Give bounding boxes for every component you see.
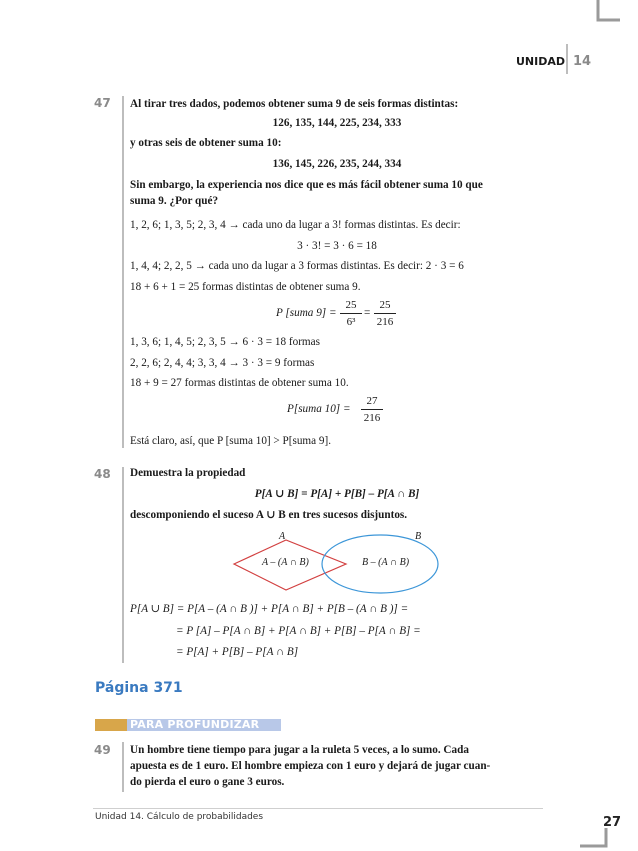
footer-rule: [93, 808, 543, 809]
page-heading: Página 371: [95, 680, 183, 696]
unit-label: UNIDAD: [516, 55, 566, 68]
p10-frac-bar: [361, 409, 383, 410]
problem-number-48: 48: [94, 467, 111, 481]
footer-left: Unidad 14. Cálculo de probabilidades: [95, 812, 264, 822]
p47-a3: 1, 4, 4; 2, 2, 5 → cada uno da lugar a 3 formas distintas. Es decir: 2 · 3 = 6: [130, 260, 464, 272]
p47-q1: Al tirar tres dados, podemos obtener suma 9 de seis formas distintas:: [130, 98, 459, 110]
p49-q3: do pierda el euro o gane 3 euros.: [130, 776, 285, 788]
unit-number: 14: [573, 54, 592, 69]
p47-a1: 1, 2, 6; 1, 3, 5; 2, 3, 4 → cada uno da lugar a 3! formas distintas. Es decir:: [130, 219, 461, 231]
p47-a2: 3 · 3! = 3 · 6 = 18: [297, 240, 377, 252]
venn-region-a: A – (A ∩ B): [262, 557, 309, 568]
p9-frac2-bar: [374, 313, 396, 314]
problem-48-rule: [122, 467, 124, 663]
p49-q2: apuesta es de 1 euro. El hombre empieza con 1 euro y dejará de jugar cuan-: [130, 760, 491, 772]
venn-region-b: B – (A ∩ B): [362, 557, 410, 568]
p47-q3: y otras seis de obtener suma 10:: [130, 137, 282, 149]
venn-label-a: A: [279, 531, 286, 542]
p49-q1: Un hombre tiene tiempo para jugar a la ruleta 5 veces, a lo sumo. Cada: [130, 744, 469, 756]
p47-a5: 1, 3, 6; 1, 4, 5; 2, 3, 5 → 6 · 3 = 18 formas: [130, 336, 320, 348]
p9-num2: 25: [379, 299, 391, 311]
p48-l3: = P[A] + P[B] – P[A ∩ B]: [176, 646, 299, 658]
p9-lhs: P [suma 9] =: [276, 307, 337, 319]
p48-q3: descomponiendo el suceso A ∪ B en tres sucesos disjuntos.: [130, 509, 408, 521]
problem-47-rule: [122, 96, 124, 448]
p9-frac1-bar: [340, 313, 362, 314]
p10-frac: [361, 395, 383, 424]
venn-label-b: B: [415, 531, 422, 542]
problem-number-47: 47: [94, 96, 111, 110]
corner-bracket-bottom: [560, 818, 638, 851]
p48-q2: P[A ∪ B] = P[A] + P[B] – P[A ∩ B]: [254, 488, 420, 500]
p10-lhs: P[suma 10] =: [287, 403, 351, 415]
section-band-label: PARA PROFUNDIZAR: [130, 718, 260, 731]
p9-den2: 216: [376, 316, 394, 328]
problem-number-49: 49: [94, 743, 111, 757]
p47-a4: 18 + 6 + 1 = 25 formas distintas de obtener suma 9.: [130, 281, 361, 293]
p10-num: 27: [366, 395, 378, 407]
footer-page-number: 27: [603, 815, 622, 830]
p9-frac1: [340, 299, 362, 328]
p47-q6: suma 9. ¿Por qué?: [130, 195, 219, 207]
header-divider: [566, 44, 568, 74]
p9-frac2: [374, 299, 396, 328]
section-band-accent: [95, 719, 127, 731]
corner-bracket-top: [590, 0, 638, 40]
p47-q2: 126, 135, 144, 225, 234, 333: [272, 117, 402, 129]
p9-eq: =: [364, 307, 371, 319]
p47-a6: 2, 2, 6; 2, 4, 4; 3, 3, 4 → 3 · 3 = 9 formas: [130, 357, 315, 369]
p47-a8: Está claro, así, que P [suma 10] > P[suma 9].: [130, 435, 332, 447]
p9-den1: 6³: [346, 316, 356, 328]
p47-a7: 18 + 9 = 27 formas distintas de obtener suma 10.: [130, 377, 349, 389]
p47-q4: 136, 145, 226, 235, 244, 334: [272, 158, 402, 170]
problem-49-rule: [122, 742, 124, 792]
p48-q1: Demuestra la propiedad: [130, 467, 246, 479]
p47-q5: Sin embargo, la experiencia nos dice que es más fácil obtener suma 10 que: [130, 179, 483, 191]
p48-l2: = P [A] – P[A ∩ B] + P[A ∩ B] + P[B] – P[A ∩ B] =: [176, 625, 421, 637]
p9-num1: 25: [345, 299, 357, 311]
p48-l1: P[A ∪ B] = P[A – (A ∩ B )] + P[A ∩ B] + P[B – (A ∩ B )] =: [130, 603, 409, 615]
p10-den: 216: [363, 412, 381, 424]
